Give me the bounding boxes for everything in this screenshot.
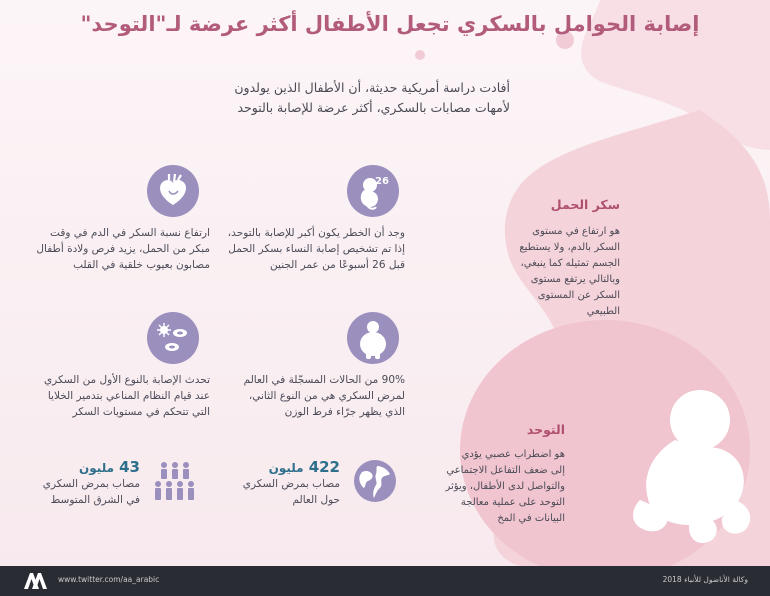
gestational-line-4: وبالتالي يرتفع مستوى (530, 274, 620, 285)
gestational-line-3: الجسم تمثيله كما ينبغي، (520, 258, 620, 269)
aa-logo-icon (22, 571, 48, 591)
intro-line-1: أفادت دراسة أمريكية حديثة، أن الأطفال الذين يولدون (234, 80, 510, 95)
autism-line-3: والتواصل لدى الأطفال، ويؤثر (445, 481, 565, 492)
gestational-line-2: السكر بالدم، ولا يستطيع (519, 242, 620, 253)
gestational-line-1: هو ارتفاع في مستوى (532, 226, 620, 237)
intro-text (140, 78, 510, 118)
stat-me-line-1: مصاب بمرض السكري (42, 478, 140, 490)
side-gestational (490, 197, 620, 320)
autism-line-4: التوحد على عملية معالجة (460, 497, 565, 508)
gestational-heading: سكر الحمل (550, 197, 620, 212)
fact-heart-line-3: مصابون بعيوب خلقية في القلب (73, 259, 210, 271)
intro-line-2: لأمهات مصابات بالسكري، أكثر عرضة للإصابة بالتوحد (237, 100, 510, 115)
fact-type2-line-2: لمرض السكري هي من النوع الثاني، (248, 390, 405, 402)
overweight-person-icon (347, 312, 399, 364)
fact-type1-line-1: تحدث الإصابة بالنوع الأول من السكري (43, 374, 210, 386)
fact-heart-line-2: مبكر من الحمل، يزيد فرص ولادة أطفال (36, 243, 210, 255)
fact-heart-line-1: ارتفاع نسبة السكر في الدم في وقت (50, 227, 210, 239)
footer-bar (0, 566, 770, 596)
side-autism (425, 422, 565, 527)
stat-world-unit: مليون (268, 461, 304, 475)
fact-diagnosis-line-3: قبل 26 أسبوعًا من عمر الجنين (270, 259, 405, 271)
heart-icon (147, 165, 199, 217)
autism-line-2: إلى ضعف التفاعل الاجتماعي (446, 465, 565, 476)
fact-diagnosis-line-1: وجد أن الخطر يكون أكبر للإصابة بالتوحد، (227, 227, 405, 239)
footer-credit: وكالة الأناضول للأنباء 2018 (662, 575, 748, 584)
stat-world-line-2: حول العالم (292, 494, 340, 506)
fact-type2-line-3: الذي يظهر جرّاء فرط الوزن (284, 406, 405, 418)
autism-heading: التوحد (526, 422, 565, 437)
stat-world (240, 457, 340, 508)
stat-me-line-2: في الشرق المتوسط (50, 494, 140, 506)
fact-diagnosis (220, 225, 405, 273)
stat-middle-east (40, 457, 140, 508)
autism-line-5: البيانات في المخ (497, 513, 565, 524)
gestational-line-6: الطبيعي (586, 306, 620, 317)
globe-icon (352, 458, 398, 504)
fact-type1 (20, 372, 210, 420)
stat-me-unit: مليون (79, 461, 115, 475)
fact-type1-line-3: التي تتحكم في مستويات السكر (72, 406, 210, 418)
gestational-line-5: السكر عن المستوى (537, 290, 620, 301)
footer-website-link[interactable]: www.twitter.com/aa_arabic (58, 575, 160, 584)
fact-type2 (220, 372, 405, 420)
stat-world-line-1: مصاب بمرض السكري (242, 478, 340, 490)
fact-type2-line-1: 90% من الحالات المسجّلة في العالم (243, 374, 405, 386)
fact-type1-line-2: عند قيام النظام المناعي بتدمير الخلايا (47, 390, 210, 402)
fact-heart (20, 225, 210, 273)
stat-world-number: 422 (308, 458, 340, 476)
stat-me-number: 43 (119, 458, 140, 476)
fetus-week-label: 26 (375, 176, 389, 187)
fetus-week-icon (347, 165, 399, 217)
fact-diagnosis-line-2: إذا تم تشخيص إصابة النساء بسكر الحمل (228, 243, 405, 255)
immune-cells-icon (147, 312, 199, 364)
autism-line-1: هو اضطراب عصبي يؤدي (461, 449, 565, 460)
page-title: إصابة الحوامل بالسكري تجعل الأطفال أكثر عرضة لـ"التوحد" (80, 12, 700, 36)
people-group-icon (150, 460, 200, 502)
